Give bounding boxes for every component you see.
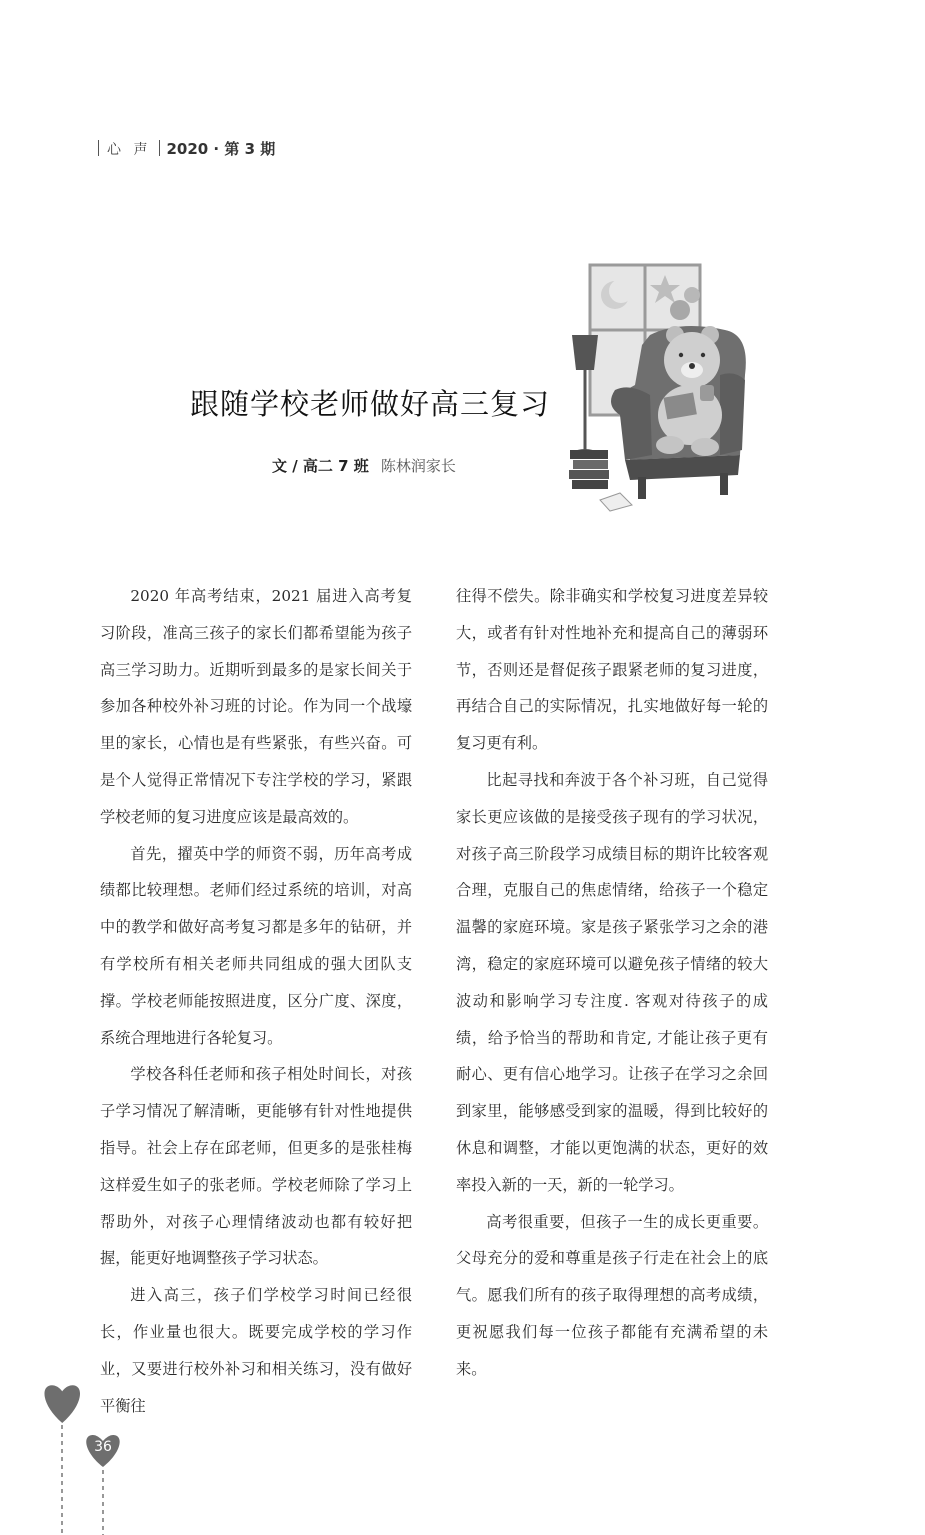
divider [98,140,99,156]
heart-decoration-icon [0,1375,160,1535]
paragraph: 首先，擢英中学的师资不弱，历年高考成绩都比较理想。老师们经过系统的培训，对高中的教学和做好高考复习都是多年的钻研，并有学校所有相关老师共同组成的强大团队支撑。学校老师能按照进度，区分广度、深度，系统合理地进行各轮复习。 [100,844,412,1047]
paragraph: 进入高三，孩子们学校学习时间已经很长，作业量也很大。既要完成学校的学习作业，又要进行校外补习和相关练习，没有做好平衡往 [100,1286,412,1415]
bear-reading-in-armchair-icon [560,255,760,515]
column-name: 心 声 [107,142,152,158]
article-left-column [100,578,412,1424]
article-right-column [456,578,768,1388]
page-number: 36 [94,1439,112,1455]
byline [272,455,456,476]
paragraph: 高考很重要，但孩子一生的成长更重要。父母充分的爱和尊重是孩子行走在社会上的底气。愿我们所有的孩子取得理想的高考成绩，更祝愿我们每一位孩子都能有充满希望的未来。 [456,1212,768,1378]
issue-header [98,138,275,159]
byline-class: 文 / 高二 7 班 [272,457,369,475]
paragraph: 2020 年高考结束，2021 届进入高考复习阶段，准高三孩子的家长们都希望能为孩子高三学习助力。近期听到最多的是家长间关于参加各种校外补习班的讨论。作为同一个战壕里的家长，心情也是有些紧张，有些兴奋。可是个人觉得正常情况下专注学校的学习，紧跟学校老师的复习进度应该是最高效的。 [100,587,412,826]
paragraph: 学校各科任老师和孩子相处时间长，对孩子学习情况了解清晰，更能够有针对性地提供指导。社会上存在邱老师，但更多的是张桂梅这样爱生如子的张老师。学校老师除了学习上帮助外，对孩子心理情绪波动也都有较好把握，能更好地调整孩子学习状态。 [100,1065,412,1268]
issue-label: 2020 · 第 3 期 [166,140,276,158]
byline-author: 陈林润家长 [380,457,456,475]
article-title: 跟随学校老师做好高三复习 [190,387,551,421]
paragraph: 比起寻找和奔波于各个补习班，自己觉得家长更应该做的是接受孩子现有的学习状况，对孩子高三阶段学习成绩目标的期许比较客观合理，克服自己的焦虑情绪，给孩子一个稳定温馨的家庭环境。家是孩子紧张学习之余的港湾，稳定的家庭环境可以避免孩子情绪的较大波动和影响学习专注度. 客观对待孩子的成绩，给予恰当的帮助和肯定, 才能让孩子更有耐心、更有信心地学习。让孩子在学习之余回到家里，能够感受到家的温暖，得到比较好的休息和调整，才能以更饱满的状态，更好的效率投入新的一天，新的一轮学习。 [456,770,768,1194]
paragraph-continuation: 往得不偿失。除非确实和学校复习进度差异较大，或者有针对性地补充和提高自己的薄弱环节，否则还是督促孩子跟紧老师的复习进度，再结合自己的实际情况，扎实地做好每一轮的复习更有利。 [456,587,768,753]
divider [159,140,160,156]
